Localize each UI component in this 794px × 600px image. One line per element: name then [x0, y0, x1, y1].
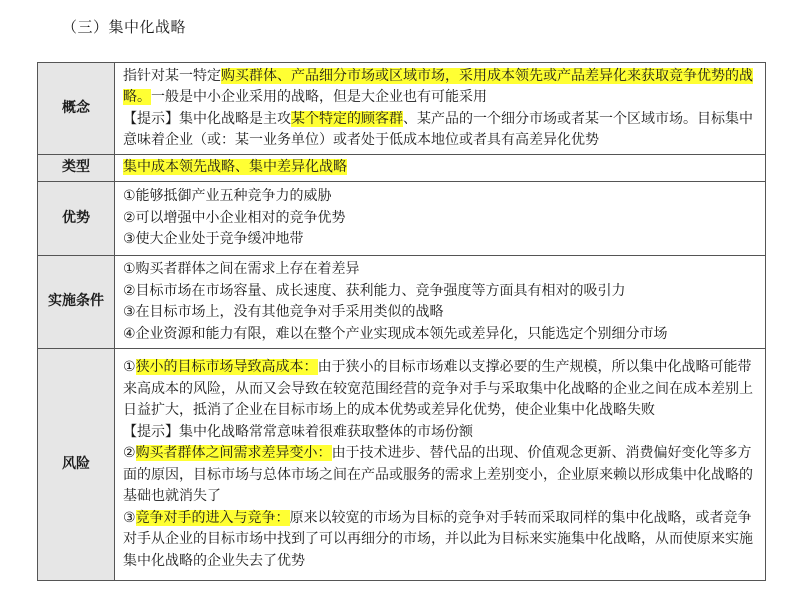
text-segment: 由于技术进步、替代品的出现、价值观念更新、消费偏好变化等多方面的原因，目标市场与总体市场之间在产品或服务的需求上差别变小，企业原来赖以形成集中化战略的基础也就消失了 — [123, 445, 753, 504]
text-segment: ①能够抵御产业五种竞争力的威胁 — [123, 188, 332, 205]
paragraph — [123, 259, 757, 281]
paragraph — [123, 157, 757, 179]
row-content — [115, 155, 766, 182]
text-segment: 指针对某一特定 — [123, 67, 221, 84]
text-segment: 【提示】集中化战略常常意味着很难获取整体的市场份额 — [123, 423, 473, 440]
paragraph — [123, 66, 757, 109]
row-label: 类型 — [38, 155, 115, 182]
row-content — [115, 182, 766, 256]
paragraph — [123, 109, 757, 152]
paragraph — [123, 508, 757, 573]
table-row — [38, 349, 766, 581]
strategy-table — [37, 62, 766, 581]
text-segment: 由于狭小的目标市场难以支撑必要的生产规模，所以集中化战略可能带来高成本的风险，从而又会导致在较宽范围经营的竞争对手与采取集中化战略的企业之间在成本差别上日益扩大，抵消了企业在目标市场上的成本优势或差异化优势，使企业集中化战略失败 — [123, 359, 753, 418]
text-segment: ③ — [123, 509, 136, 526]
text-segment: ①购买者群体之间在需求上存在着差异 — [123, 261, 360, 277]
paragraph — [123, 443, 757, 508]
highlighted-text: 集中成本领先战略、集中差异化战略 — [123, 159, 347, 176]
paragraph — [123, 281, 757, 303]
table-row — [38, 63, 766, 155]
text-segment: 、某产品的一个细分市场或者某一个区域市场。目标集中意味着企业（或：某一业务单位）或者处于低成本地位或者具有高差异化优势 — [123, 110, 753, 148]
text-segment: ④企业资源和能力有限，难以在整个产业实现成本领先或差异化，只能选定个别细分市场 — [123, 325, 668, 342]
text-segment: ③使大企业处于竞争缓冲地带 — [123, 231, 304, 248]
paragraph — [123, 324, 757, 346]
row-content — [115, 256, 766, 349]
highlighted-text: 购买群体、产品细分市场或区域市场，采用成本领先或产品差异化来获取竞争优势的战略。 — [123, 67, 753, 105]
row-content — [115, 349, 766, 581]
paragraph — [123, 422, 757, 444]
highlighted-text: 竞争对手的进入与竞争： — [135, 509, 290, 526]
paragraph — [123, 357, 757, 422]
text-segment: 一般是中小企业采用的战略，但是大企业也有可能采用 — [151, 89, 487, 105]
text-segment: ③在目标市场上，没有其他竞争对手采用类似的战略 — [123, 304, 444, 320]
paragraph — [123, 186, 757, 208]
row-label: 风险 — [38, 349, 115, 581]
highlighted-text: 购买者群体之间需求差异变小： — [135, 445, 332, 461]
text-segment: 原来以较宽的市场为目标的竞争对手转而采取同样的集中化战略，或者竞争对手从企业的目标市场中找到了可以再细分的市场，并以此为目标来实施集中化战略，从而使原来实施集中化战略的企业失去了优势 — [123, 509, 753, 569]
text-segment: ②可以增强中小企业相对的竞争优势 — [123, 209, 346, 226]
table-body — [38, 63, 766, 581]
row-label: 概念 — [38, 63, 115, 155]
paragraph — [123, 229, 757, 251]
paragraph — [123, 302, 757, 324]
text-segment: ②目标市场在市场容量、成长速度、获利能力、竞争强度等方面具有相对的吸引力 — [123, 282, 626, 299]
table-row — [38, 155, 766, 182]
highlighted-text: 狭小的目标市场导致高成本： — [135, 359, 318, 375]
row-content — [115, 63, 766, 155]
section-title: （三）集中化战略 — [62, 18, 187, 36]
table-row — [38, 182, 766, 256]
highlighted-text: 某个特定的顾客群 — [291, 110, 403, 127]
text-segment: ① — [123, 359, 136, 375]
text-segment: ② — [123, 445, 136, 461]
row-label: 实施条件 — [38, 256, 115, 349]
text-segment: 【提示】集中化战略是主攻 — [123, 110, 291, 127]
row-label: 优势 — [38, 182, 115, 256]
paragraph — [123, 208, 757, 230]
table-row — [38, 256, 766, 349]
